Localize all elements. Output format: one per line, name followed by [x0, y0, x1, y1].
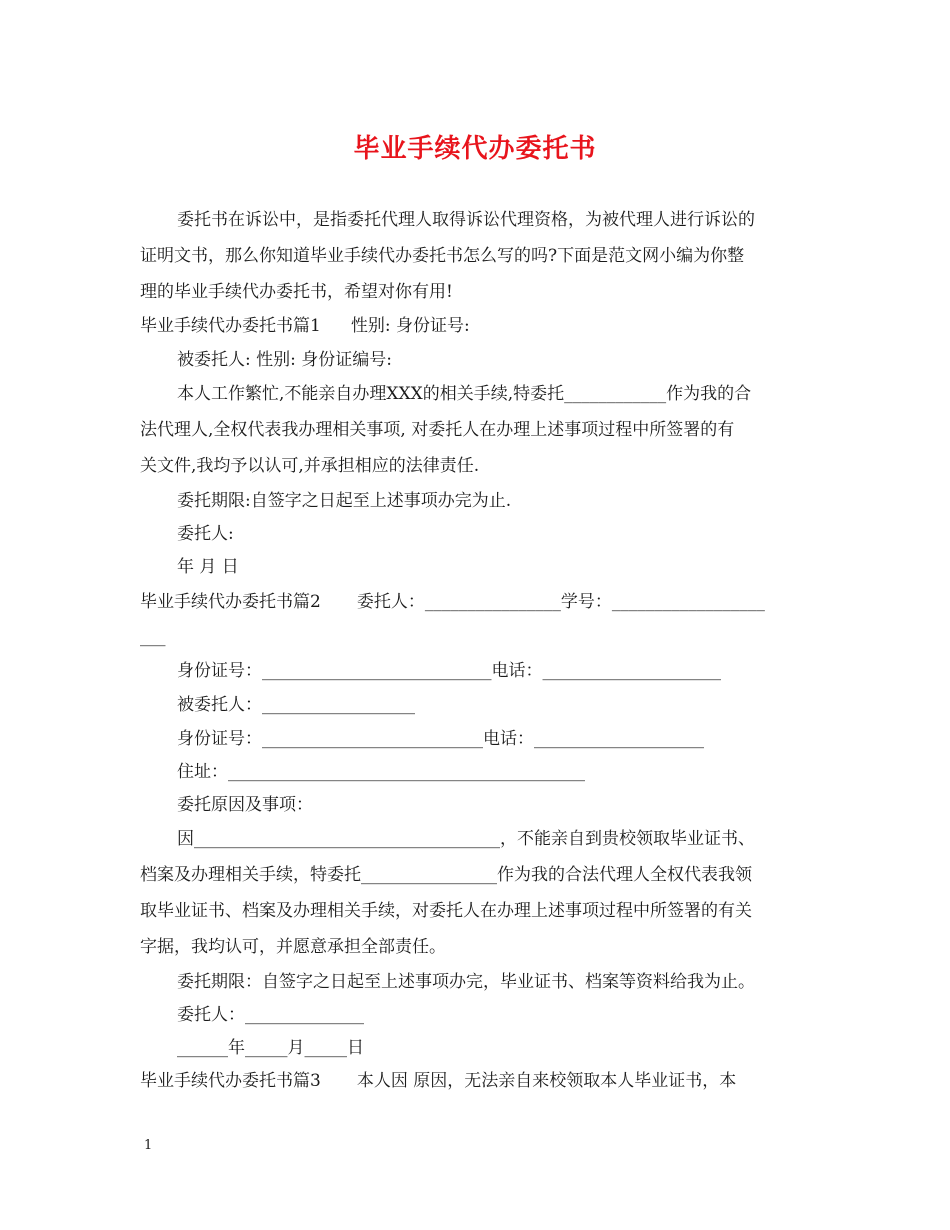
section-2-line: 住址：__________________________________________: [177, 762, 585, 782]
section-2-heading: 毕业手续代办委托书篇2: [140, 592, 321, 612]
section-3-heading: 毕业手续代办委托书篇3: [140, 1071, 321, 1091]
section-1-line: 被委托人: 性别: 身份证编号:: [177, 350, 392, 370]
section-1-heading-line: [140, 316, 470, 336]
section-1-line: 法代理人,全权代表我办理相关事项, 对委托人在办理上述事项过程中所签署的有: [140, 420, 735, 440]
section-2-field-line: 委托人：________________学号：__________________: [356, 592, 765, 612]
section-2-line: 取毕业证书、档案及办理相关手续，对委托人在办理上述事项过程中所签署的有关: [140, 901, 752, 921]
section-3-first-line: 本人因 原因，无法亲自来校领取本人毕业证书，本: [356, 1071, 737, 1091]
section-1-line: 委托人:: [177, 524, 234, 544]
section-1-line: 本人工作繁忙,不能亲自办理XXX的相关手续,特委托____________作为我的合: [177, 384, 752, 404]
intro-line-2: 证明文书，那么你知道毕业手续代办委托书怎么写的吗?下面是范文网小编为你整: [140, 246, 745, 266]
section-2-line: 委托人：______________: [177, 1005, 364, 1025]
section-1-line: 委托期限:自签字之日起至上述事项办完为止.: [177, 491, 512, 511]
section-3-heading-line: [140, 1071, 736, 1091]
section-2-line: 身份证号：__________________________电话：____________________: [177, 729, 704, 749]
section-2-line: ___: [140, 627, 166, 647]
page-number: 1: [144, 1138, 153, 1153]
section-1-line: 关文件,我均予以认可,并承担相应的法律责任.: [140, 456, 480, 476]
section-1-date-line: 年 月 日: [177, 557, 239, 577]
section-2-date-line: ______年_____月_____日: [177, 1038, 364, 1058]
section-2-line: 因____________________________________，不能亲自到贵校领取毕业证书、: [177, 829, 755, 849]
intro-line-3: 理的毕业手续代办委托书，希望对你有用!: [140, 282, 453, 302]
intro-line-1: 委托书在诉讼中，是指委托代理人取得诉讼代理资格，为被代理人进行诉讼的: [177, 210, 755, 230]
document-title: 毕业手续代办委托书: [353, 134, 597, 164]
section-2-line: 被委托人：__________________: [177, 695, 415, 715]
section-1-heading: 毕业手续代办委托书篇1: [140, 316, 321, 336]
section-2-line: 字据，我均认可，并愿意承担全部责任。: [140, 937, 446, 957]
section-2-line: 委托原因及事项：: [177, 795, 313, 815]
section-2-line: 档案及办理相关手续，特委托________________作为我的合法代理人全权代表我领: [140, 865, 752, 885]
section-2-heading-line: [140, 592, 765, 612]
section-2-line: 身份证号：___________________________电话：_____________________: [177, 661, 721, 681]
section-2-line: 委托期限：自签字之日起至上述事项办完，毕业证书、档案等资料给我为止。: [177, 972, 755, 992]
section-1-field-line: 性别: 身份证号:: [350, 316, 470, 336]
